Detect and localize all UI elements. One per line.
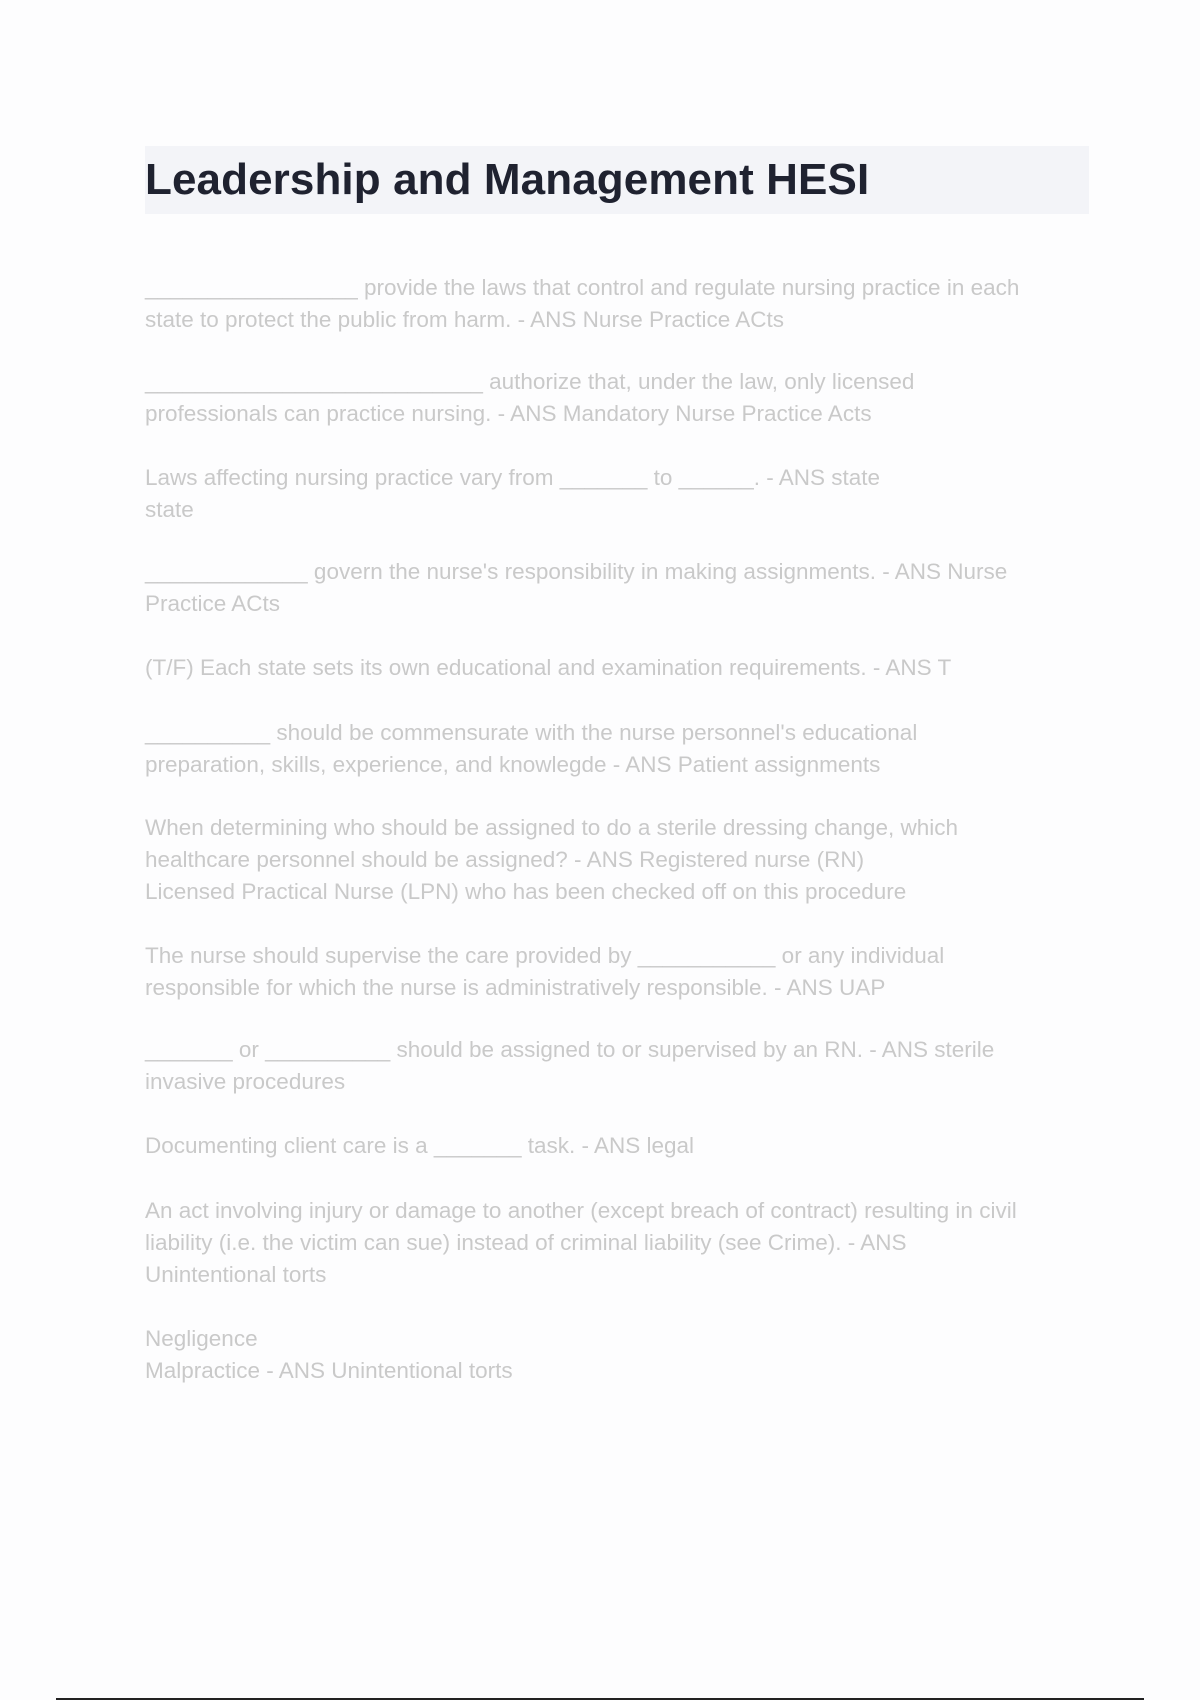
document-title: Leadership and Management HESI xyxy=(145,155,870,204)
flashcard-entry: __________ should be commensurate with the nurse personnel's educational preparation, skills, experience, and knowlegde - ANS Patient assignments xyxy=(145,720,918,777)
flashcard-entry: Laws affecting nursing practice vary from _______ to ______. - ANS state state xyxy=(145,465,881,522)
flashcard-entry: When determining who should be assigned to do a sterile dressing change, which healthcare personnel should be assigned? - ANS Registered nurse (RN) Licensed Practical Nurse (LPN) who has been checked off on this procedure xyxy=(145,815,958,904)
flashcard-entry: Negligence Malpractice - ANS Unintentional torts xyxy=(145,1326,513,1383)
flashcard-entry: _____________ govern the nurse's responsibility in making assignments. - ANS Nurse Practice ACts xyxy=(145,559,1008,616)
flashcard-entry: The nurse should supervise the care provided by ___________ or any individual responsible for which the nurse is administratively responsible. - ANS UAP xyxy=(145,943,945,1000)
flashcard-entry: ___________________________ authorize that, under the law, only licensed professionals can practice nursing. - ANS Mandatory Nurse Practice Acts xyxy=(145,369,915,426)
flashcard-entry: _______ or __________ should be assigned to or supervised by an RN. - ANS sterile invasive procedures xyxy=(145,1037,995,1094)
flashcard-entry: _________________ provide the laws that control and regulate nursing practice in each state to protect the public from harm. - ANS Nurse Practice ACts xyxy=(145,275,1020,332)
flashcard-entry: (T/F) Each state sets its own educational and examination requirements. - ANS T xyxy=(145,655,952,680)
flashcard-entry: An act involving injury or damage to another (except breach of contract) resulting in civil liability (i.e. the victim can sue) instead of criminal liability (see Crime). - ANS Unintentional torts xyxy=(145,1198,1017,1287)
flashcard-list xyxy=(145,272,1090,1387)
flashcard-entry: Documenting client care is a _______ task. - ANS legal xyxy=(145,1133,695,1158)
